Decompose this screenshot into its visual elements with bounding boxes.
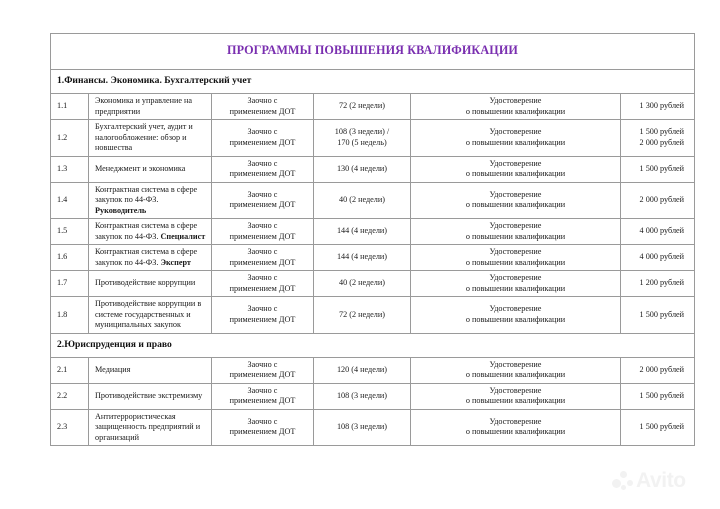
table-row <box>51 297 695 334</box>
price-cell <box>621 120 695 157</box>
hours-line: 72 (2 недели) <box>338 309 385 319</box>
document-type-line: Удостоверение <box>489 247 542 256</box>
training-programs-table <box>50 33 695 446</box>
row-number-cell: 1.1 <box>51 94 89 120</box>
hours-cell <box>314 219 411 245</box>
table-row <box>51 383 695 409</box>
document-type-line: о повышении квалификации <box>465 314 566 324</box>
hours-line: 108 (3 недели) <box>336 422 388 431</box>
study-form-cell <box>212 182 314 219</box>
hours-line: 130 (4 недели) <box>336 163 388 173</box>
section-title: 1.Финансы. Экономика. Бухгалтерский учет <box>57 75 252 87</box>
row-number-cell: 2.3 <box>51 409 89 446</box>
hours-cell <box>314 297 411 334</box>
page-title: ПРОГРАММЫ ПОВЫШЕНИЯ КВАЛИФИКАЦИИ <box>227 43 519 58</box>
program-name-text: Противодействие коррупции <box>95 278 196 288</box>
study-form-line: применением ДОТ <box>229 137 296 147</box>
program-name-text: Антитеррористическая защищенность предприятий и организаций <box>95 411 201 442</box>
study-form-cell <box>212 409 314 446</box>
price-line: 4 000 рублей <box>639 226 685 236</box>
program-name-text: Контрактная система в сфере закупок по 44-ФЗ. <box>95 247 198 267</box>
document-type-cell <box>411 120 621 157</box>
price-line: 1 500 рублей <box>639 390 685 400</box>
price-cell <box>621 94 695 120</box>
study-form-cell <box>212 245 314 271</box>
document-type-line: Удостоверение <box>489 273 542 282</box>
document-type-line: о повышении квалификации <box>465 370 566 379</box>
program-name-cell <box>89 94 212 120</box>
price-cell <box>621 182 695 219</box>
table-row <box>51 182 695 219</box>
section-header-row <box>51 70 695 94</box>
study-form-cell <box>212 357 314 383</box>
avito-logo-icon <box>612 470 634 492</box>
study-form-line: применением ДОТ <box>229 427 296 437</box>
price-line: 4 000 рублей <box>639 252 685 262</box>
hours-cell <box>314 245 411 271</box>
program-name-text: Менеджмент и экономика <box>95 163 186 173</box>
price-line: 1 300 рублей <box>639 101 685 111</box>
price-cell <box>621 245 695 271</box>
document-type-cell <box>411 271 621 297</box>
hours-cell <box>314 182 411 219</box>
study-form-cell <box>212 383 314 409</box>
table-row <box>51 271 695 297</box>
hours-cell <box>314 271 411 297</box>
section-header-cell <box>51 333 695 357</box>
document-type-line: Удостоверение <box>489 189 542 199</box>
program-name-cell <box>89 182 212 219</box>
study-form-line: Заочно с <box>247 385 278 395</box>
document-type-line: о повышении квалификации <box>465 106 566 116</box>
study-form-cell <box>212 94 314 120</box>
section-header-cell <box>51 70 695 94</box>
section-title: 2.Юриспруденция и право <box>57 338 172 350</box>
study-form-line: применением ДОТ <box>229 314 296 324</box>
row-number-cell: 1.7 <box>51 271 89 297</box>
program-name-text: Экономика и управление на предприятии <box>95 96 193 116</box>
document-type-line: Удостоверение <box>489 359 542 369</box>
section-header-row <box>51 333 695 357</box>
document-type-line: о повышении квалификации <box>465 396 566 405</box>
hours-line: 170 (5 недель) <box>337 137 387 147</box>
table-title-row <box>51 34 695 70</box>
study-form-line: применением ДОТ <box>229 169 296 178</box>
document-type-cell <box>411 245 621 271</box>
program-name-cell <box>89 271 212 297</box>
program-name-cell <box>89 245 212 271</box>
row-number-cell: 2.1 <box>51 357 89 383</box>
program-name-text: Контрактная система в сфере закупок по 44-ФЗ. <box>95 221 198 241</box>
price-cell <box>621 383 695 409</box>
document-type-cell <box>411 219 621 245</box>
document-type-line: Удостоверение <box>489 127 542 137</box>
price-line: 1 500 рублей <box>639 127 685 137</box>
document-title-cell <box>51 34 695 70</box>
table-row <box>51 357 695 383</box>
avito-watermark-label: Avito <box>636 469 686 492</box>
program-name-text: Противодействие коррупции в системе государственных и муниципальных закупок <box>95 299 202 329</box>
price-line: 2 000 рублей <box>639 364 685 374</box>
hours-cell <box>314 409 411 446</box>
study-form-line: применением ДОТ <box>229 370 296 379</box>
hours-line: 108 (3 недели) <box>336 390 388 400</box>
program-name-cell <box>89 383 212 409</box>
hours-cell <box>314 120 411 157</box>
row-number-cell: 2.2 <box>51 383 89 409</box>
document-type-line: Удостоверение <box>489 221 542 230</box>
row-number-cell: 1.2 <box>51 120 89 157</box>
hours-line: 40 (2 недели) <box>338 195 385 204</box>
study-form-line: Заочно с <box>247 247 278 256</box>
price-cell <box>621 409 695 446</box>
study-form-line: Заочно с <box>247 221 278 230</box>
price-line: 2 000 рублей <box>639 137 685 147</box>
price-cell <box>621 219 695 245</box>
study-form-cell <box>212 120 314 157</box>
program-name-cell <box>89 409 212 446</box>
program-name-text: Медиация <box>95 364 131 374</box>
hours-cell <box>314 357 411 383</box>
program-name-emphasis: Руководитель <box>95 205 147 215</box>
price-cell <box>621 271 695 297</box>
study-form-line: применением ДОТ <box>229 257 296 267</box>
price-cell <box>621 297 695 334</box>
program-name-cell <box>89 156 212 182</box>
study-form-line: Заочно с <box>247 96 278 105</box>
study-form-line: Заочно с <box>247 273 278 282</box>
table-row <box>51 120 695 157</box>
table-row <box>51 409 695 446</box>
hours-line: 108 (3 недели) / <box>334 127 390 137</box>
document-type-cell <box>411 383 621 409</box>
avito-watermark <box>612 468 708 494</box>
program-name-cell <box>89 219 212 245</box>
program-name-text: Противодействие экстремизму <box>95 390 203 400</box>
document-type-line: Удостоверение <box>489 416 542 426</box>
table-row <box>51 219 695 245</box>
row-number-cell: 1.6 <box>51 245 89 271</box>
document-type-line: Удостоверение <box>489 96 542 105</box>
document-type-line: о повышении квалификации <box>465 283 566 293</box>
program-name-cell <box>89 357 212 383</box>
document-type-cell <box>411 94 621 120</box>
hours-cell <box>314 156 411 182</box>
hours-line: 144 (4 недели) <box>336 252 388 262</box>
study-form-line: применением ДОТ <box>229 231 296 241</box>
document-type-line: Удостоверение <box>489 385 542 395</box>
document-type-cell <box>411 409 621 446</box>
program-name-text: Контрактная система в сфере закупок по 44-ФЗ. <box>95 184 198 204</box>
document-type-line: о повышении квалификации <box>465 257 566 267</box>
study-form-cell <box>212 297 314 334</box>
hours-cell <box>314 94 411 120</box>
hours-line: 144 (4 недели) <box>336 226 388 236</box>
row-number-cell: 1.3 <box>51 156 89 182</box>
document-type-cell <box>411 182 621 219</box>
document-type-line: о повышении квалификации <box>465 427 566 437</box>
study-form-line: применением ДОТ <box>229 200 296 210</box>
study-form-line: применением ДОТ <box>229 396 296 405</box>
program-name-cell <box>89 120 212 157</box>
program-name-cell <box>89 297 212 334</box>
study-form-line: Заочно с <box>247 127 278 137</box>
document-type-cell <box>411 156 621 182</box>
document-type-cell <box>411 357 621 383</box>
table-row <box>51 245 695 271</box>
document-type-line: о повышении квалификации <box>465 169 566 178</box>
price-line: 2 000 рублей <box>639 195 685 204</box>
study-form-cell <box>212 219 314 245</box>
hours-cell <box>314 383 411 409</box>
price-cell <box>621 156 695 182</box>
hours-line: 120 (4 недели) <box>336 364 388 374</box>
study-form-line: Заочно с <box>247 158 278 168</box>
study-form-line: применением ДОТ <box>229 106 296 116</box>
study-form-line: Заочно с <box>247 416 278 426</box>
document-type-cell <box>411 297 621 334</box>
hours-line: 40 (2 недели) <box>338 278 385 288</box>
program-name-emphasis: Специалист <box>160 231 206 241</box>
study-form-line: применением ДОТ <box>229 283 296 293</box>
price-line: 1 500 рублей <box>639 422 685 431</box>
program-name-text: Бухгалтерский учет, аудит и налогообложение: обзор и новшества <box>95 122 193 152</box>
program-name-emphasis: Эксперт <box>160 257 191 267</box>
price-cell <box>621 357 695 383</box>
document-type-line: о повышении квалификации <box>465 200 566 210</box>
row-number-cell: 1.5 <box>51 219 89 245</box>
document-type-line: Удостоверение <box>489 304 542 314</box>
table-row <box>51 94 695 120</box>
table-row <box>51 156 695 182</box>
study-form-line: Заочно с <box>247 359 278 369</box>
document-type-line: Удостоверение <box>489 158 542 168</box>
document-type-line: о повышении квалификации <box>465 137 566 147</box>
hours-line: 72 (2 недели) <box>338 101 385 111</box>
price-line: 1 500 рублей <box>639 309 685 319</box>
row-number-cell: 1.8 <box>51 297 89 334</box>
study-form-cell <box>212 156 314 182</box>
price-line: 1 200 рублей <box>639 278 685 288</box>
study-form-line: Заочно с <box>247 189 278 199</box>
document-type-line: о повышении квалификации <box>465 231 566 241</box>
price-line: 1 500 рублей <box>639 163 685 173</box>
study-form-line: Заочно с <box>247 304 278 314</box>
row-number-cell: 1.4 <box>51 182 89 219</box>
study-form-cell <box>212 271 314 297</box>
